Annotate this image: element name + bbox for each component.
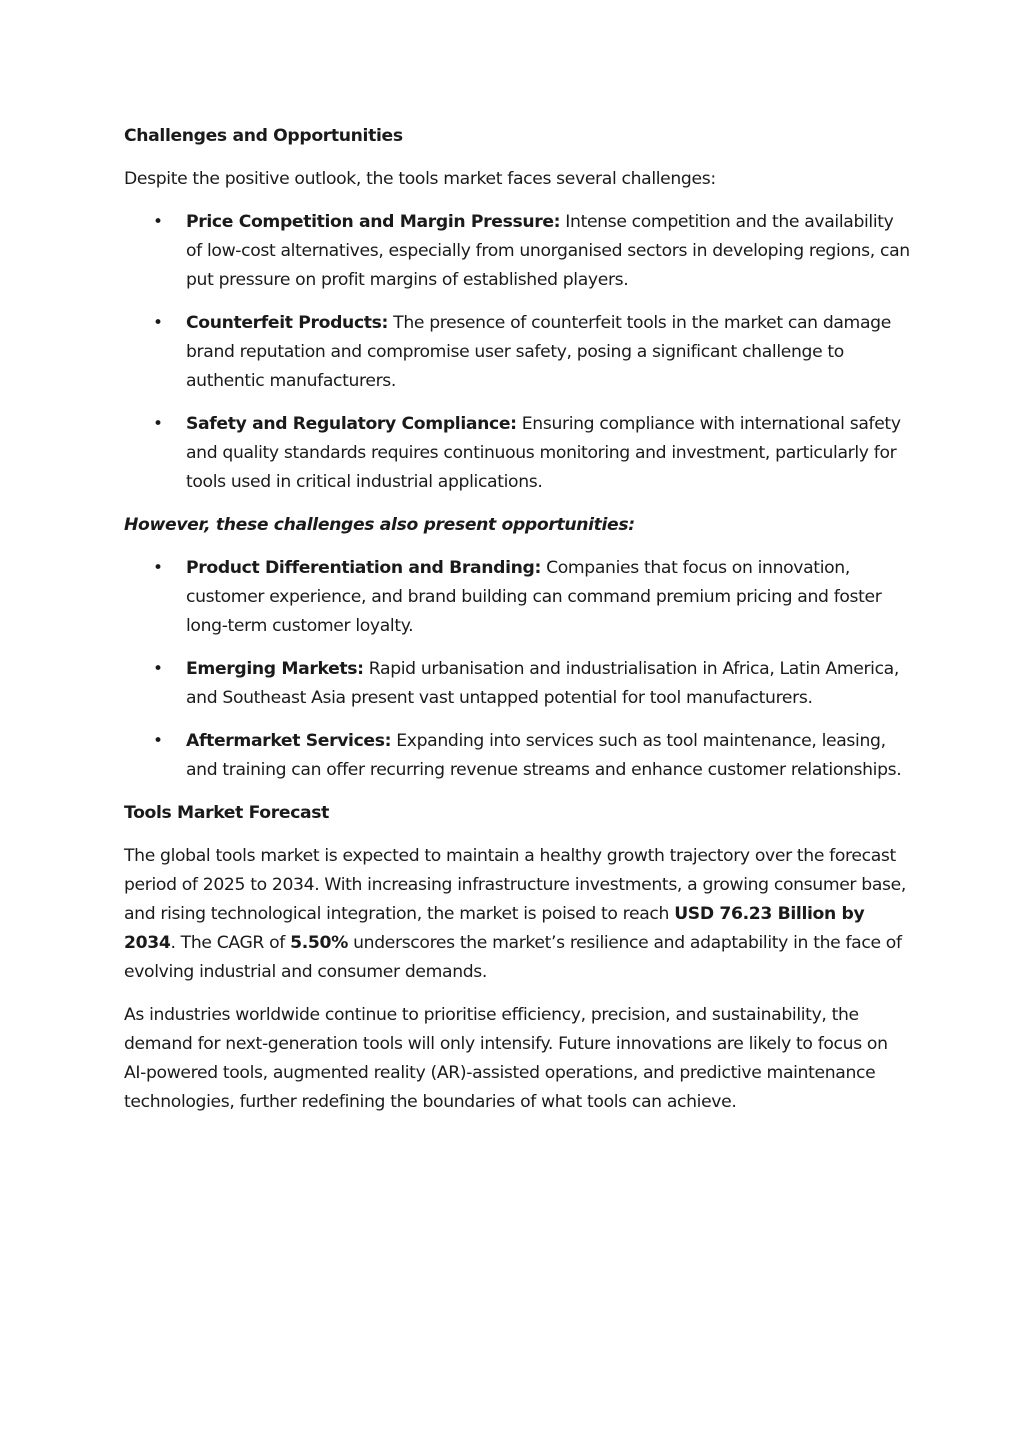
list-item-title: Product Differentiation and Branding: (186, 558, 541, 578)
list-item-text: Intense competition and the availability of low-cost alternatives, especially from unorganised sectors in developing regions, can put pressure on profit margins of established players. (186, 212, 910, 290)
opportunities-heading: However, these challenges also present opportunities: (124, 515, 635, 535)
bullet-icon: • (153, 731, 163, 751)
list-item-title: Aftermarket Services: (186, 731, 392, 751)
opportunities-list (124, 554, 914, 785)
bullet-icon: • (153, 313, 163, 333)
list-item-text: Companies that focus on innovation, customer experience, and brand building can command premium pricing and foster long-term customer loyalty. (186, 558, 882, 636)
list-item (124, 410, 914, 497)
section-heading-forecast: Tools Market Forecast (124, 803, 330, 823)
list-item-text: The presence of counterfeit tools in the market can damage brand reputation and compromise user safety, posing a significant challenge to authentic manufacturers. (186, 313, 891, 391)
forecast-paragraph-2: As industries worldwide continue to prioritise efficiency, precision, and sustainability, the demand for next-generation tools will only intensify. Future innovations are likely to focus on AI-powered tools, augmented reality (AR)-assisted operations, and predictive maintenance technologies, further redefining the boundaries of what tools can achieve. (124, 1005, 888, 1112)
bullet-icon: • (153, 414, 163, 434)
forecast-text: The global tools market is expected to maintain a healthy growth trajectory over the forecast period of 2025 to 2034. With increasing infrastructure investments, a growing consumer base, and rising technological integration, the market is poised to reach (124, 846, 906, 924)
bullet-icon: • (153, 558, 163, 578)
list-item-text: Rapid urbanisation and industrialisation in Africa, Latin America, and Southeast Asia present vast untapped potential for tool manufacturers. (186, 659, 899, 708)
list-item-text: Expanding into services such as tool maintenance, leasing, and training can offer recurring revenue streams and enhance customer relationships. (186, 731, 902, 780)
forecast-market-value: USD 76.23 Billion by 2034 (124, 904, 865, 953)
list-item (124, 727, 914, 785)
list-item-title: Counterfeit Products: (186, 313, 389, 333)
bullet-icon: • (153, 659, 163, 679)
list-item (124, 554, 914, 641)
list-item-title: Price Competition and Margin Pressure: (186, 212, 561, 232)
forecast-paragraph-1 (124, 842, 914, 987)
forecast-text: . The CAGR of (170, 933, 291, 953)
forecast-text: underscores the market’s resilience and adaptability in the face of evolving industrial and consumer demands. (124, 933, 902, 982)
document-page (124, 122, 914, 1131)
forecast-cagr-value: 5.50% (290, 933, 348, 953)
list-item (124, 655, 914, 713)
challenges-list (124, 208, 914, 497)
list-item-title: Safety and Regulatory Compliance: (186, 414, 517, 434)
list-item (124, 309, 914, 396)
list-item-title: Emerging Markets: (186, 659, 364, 679)
list-item (124, 208, 914, 295)
challenges-intro: Despite the positive outlook, the tools market faces several challenges: (124, 169, 716, 189)
bullet-icon: • (153, 212, 163, 232)
list-item-text: Ensuring compliance with international safety and quality standards requires continuous monitoring and investment, particularly for tools used in critical industrial applications. (186, 414, 901, 492)
section-heading-challenges: Challenges and Opportunities (124, 126, 403, 146)
